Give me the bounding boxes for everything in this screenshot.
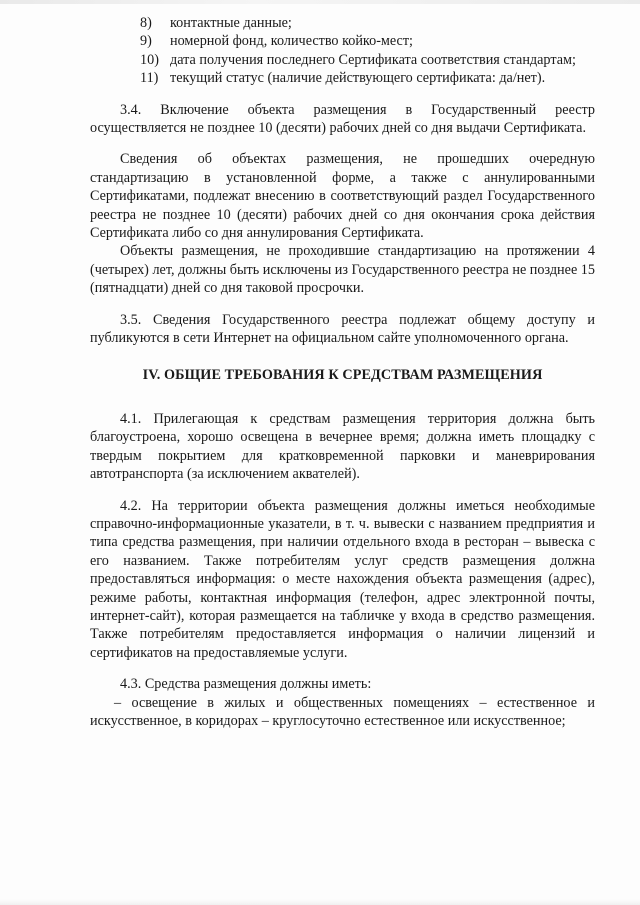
paragraph-3-4: 3.4. Включение объекта размещения в Государственный реестр осуществляется не позднее 10 (десяти) рабочих дней со дня выдачи Сертификата. [90,101,595,137]
paragraph-4-2: 4.2. На территории объекта размещения должны иметься необходимые справочно-информационные указатели, в т. ч. вывески с названием предприятия и типа средства размещения, при наличии отдельного входа в ресторан – вывеска с его названием. Также потребителям услуг средств размещения должна предоставляться информация: о месте нахождения объекта размещения (адрес), режиме работы, контактная информация (телефон, адрес электронной почты, интернет-сайт), которая размещается на табличке у входа в средство размещения. Также потребителям предоставляется информация о наличии лицензий и сертификатов на предоставляемые услуги. [90,497,595,661]
document-body [90,14,595,730]
section-heading: IV. ОБЩИЕ ТРЕБОВАНИЯ К СРЕДСТВАМ РАЗМЕЩЕНИЯ [142,366,543,383]
paragraph-4-1: 4.1. Прилегающая к средствам размещения территория должна быть благоустроена, хорошо освещена в вечернее время; должна иметь площадку с твердым покрытием для кратковременной парковки и маневрирования автотранспорта (за исключением акватeлей). [90,410,595,483]
list-text: текущий статус (наличие действующего сертификата: да/нет). [170,70,546,87]
list-text: номерной фонд, количество койко-мест; [170,33,413,50]
paragraph-3-4-exclusion: Объекты размещения, не проходившие стандартизацию на протяжении 4 (четырех) лет, должны быть исключены из Государственного реестра не позднее 15 (пятнадцати) дней со дня таковой просрочки. [90,243,595,297]
paragraph-4-3-lighting: – освещение в жилых и общественных помещениях – естественное и искусственное, в коридорах – круглосуточно естественное или искусственное; [90,694,595,729]
list-number: 9) [140,33,152,50]
paragraph-4-3: 4.3. Средства размещения должны иметь: [120,676,372,693]
list-item-11 [90,69,595,87]
list-item-10 [90,51,595,69]
list-number: 8) [140,15,152,31]
list-number: 11) [140,70,159,87]
list-text: дата получения последнего Сертификата соответствия стандартам; [170,51,576,68]
scan-bottom-edge [0,899,640,905]
scan-edge [0,0,640,4]
list-text: контактные данные; [170,15,292,31]
paragraph-3-5: 3.5. Сведения Государственного реестра подлежат общему доступу и публикуются в сети Интернет на официальном сайте уполномоченного органа. [90,311,595,347]
list-number: 10) [140,51,159,68]
paragraph-3-4-annulled: Сведения об объектах размещения, не прошедших очередную стандартизацию в установленной форме, а также с аннулированными Сертификатами, подлежат внесению в соответствующий раздел Государственного реестра не позднее 10 (десяти) рабочих дней со дня окончания срока действия Сертификата либо со дня аннулирования Сертификата. [90,151,595,242]
list-item-9 [90,32,595,50]
list-item-8 [90,14,595,32]
